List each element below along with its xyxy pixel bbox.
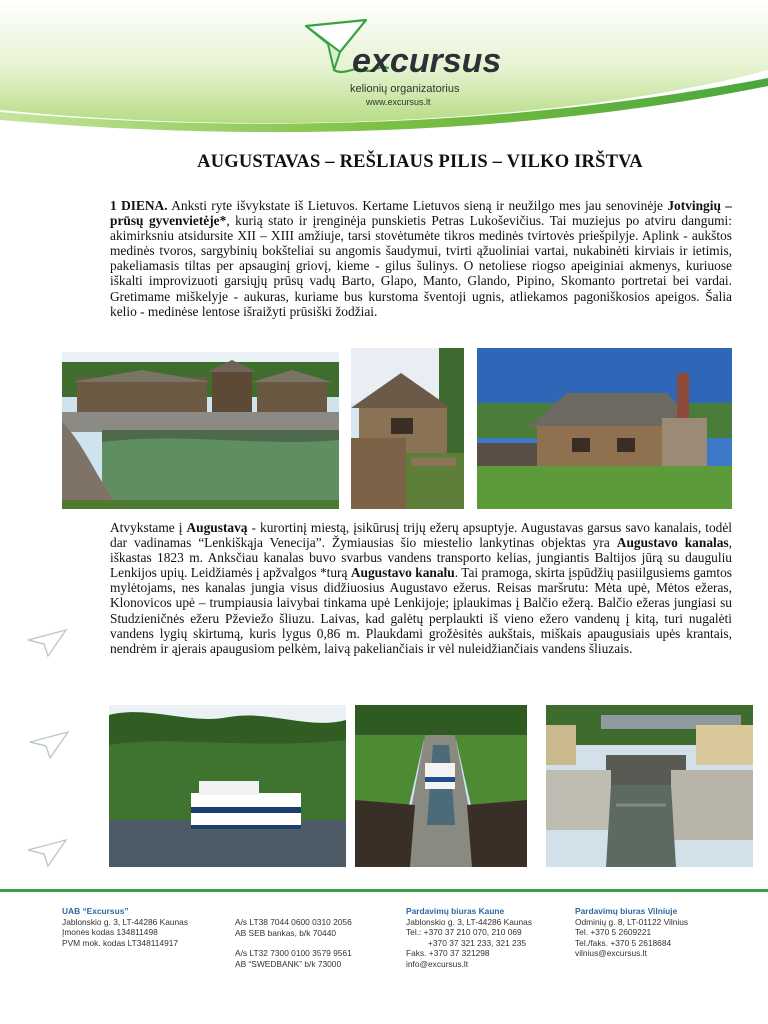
footer-bank-accounts (235, 917, 352, 969)
augustavas-paragraph (110, 520, 732, 656)
augustavas-highlight-3: Augustavo kanalu (350, 565, 455, 581)
day1-text-2: , kurią stato ir įrenginėja punskietis Petras Lukoševičius. Tai muziejus po atviru dangumi: akimirksniu atsidursite XII – XIII amžiuje, tarsi stovėtumėte tikros medinės tvirtovės priešpilyje. Aplink - aukštos medinės tvoros, sargybinių bokšteliai su angomis šaudymui, tvirti ąžuoliniai vartai, nukabinėti kirviais ir ietimis, pakeliamasis tiltas per apsauginį griovį, kieme - gilus šulinys. O netoliese riogso apeiginiai akmenys, kuriuose iškalti improvizuoti garsiųjų prūsų vadų Barto, Glapo, Manto, Glando, Pipino, Skomanto portretai bei vardai. Gretimame miškelyje - aukuras, kuriame bus kurstoma šventoji ugnis, atliekamos pagoniškosios apeigos. Šalia kelio - medinėse lentose išraižyti prūsiški žodžiai. (110, 213, 732, 319)
footer-bank-seb-account: A/s LT38 7044 0600 0310 2056 (235, 917, 352, 927)
augustavas-text-1: Atvykstame į (110, 520, 187, 535)
photo-lock-gates (546, 705, 753, 867)
page-title: AUGUSTAVAS – REŠLIAUS PILIS – VILKO IRŠTVA (197, 152, 643, 172)
footer-company-name: UAB “Excursus” (62, 906, 129, 916)
day1-text-1: Anksti ryte išvykstate iš Lietuvos. Kertame Lietuvos sieną ir neužilgo mes jau senovinėje (167, 198, 668, 213)
day1-highlight: Jotvingių – prūsų gyvenvietėje* (110, 198, 732, 229)
augustavas-highlight-1: Augustavą (186, 520, 248, 535)
augustavas-highlight-2: Augustavo kanalas (616, 535, 729, 551)
footer-office-vilnius (575, 906, 688, 959)
photo-canal-lock (355, 705, 527, 867)
footer-kaunas-address: Jablonskio g. 3, LT-44286 Kaunas (406, 916, 533, 927)
logo-wordmark: excursus (352, 42, 502, 80)
footer-office-kaunas (406, 906, 532, 970)
paper-plane-watermark-icon (26, 838, 68, 868)
footer-company (62, 906, 188, 948)
footer-kaunas-phone: Tel.: +370 37 210 070, 210 069 (406, 927, 522, 938)
footer-vilnius-heading: Pardavimų biuras Vilniuje (575, 906, 678, 916)
footer-kaunas-heading: Pardavimų biuras Kaune (406, 906, 505, 916)
footer-divider (0, 889, 768, 892)
paper-plane-watermark-icon (26, 628, 68, 658)
footer-kaunas-fax: Faks. +370 37 321298 (406, 948, 490, 959)
footer-kaunas-phone-2: +370 37 321 233, 321 235 (428, 937, 527, 948)
augustavas-text-4: . Tai pramoga, skirta įspūdžių pasiilgusiems gamtos mylėtojams, nes kanalas jungia visus didžiuosius Augustavo ežerus. Reisas maršrutu: Mėta upė, Mėtos ežeras, Klonovicos upė – trumpiausia laivybai tinkama upė Lenkijoje; įplaukimas į Balčio ežerą. Balčio ežeras jungiasi su Studzieničnės ežeru Pževiežo šliuzu. Laivas, kad galėtų perplaukti iš vieno ežero vandenų į kitą, turi nugalėti vandens lygių skirtumą, kuris lygus 0,86 m. Plaukdami grožėsitės aukštais, miškais apaugusiais upės krantais, nendrėm ir ąjerais apaugusiom pelkėm, laivą pakeliančiais ir vėl nuleidžiančiais vandens šliuzais. (110, 565, 732, 656)
footer-bank-seb-name: AB SEB bankas, b/k 70440 (235, 927, 337, 938)
paper-plane-watermark-icon (28, 730, 70, 760)
footer-vilnius-fax: Tel./faks. +370 5 2618684 (575, 937, 672, 948)
day1-paragraph (110, 198, 732, 319)
day-label: 1 DIENA. (110, 198, 168, 213)
photo-settlement-pond (62, 352, 339, 509)
photo-wooden-tower (351, 348, 464, 509)
footer-vilnius-phone: Tel. +370 5 2609221 (575, 927, 652, 938)
footer-bank-swedbank-name: AB “SWEDBANK” b/k 73000 (235, 958, 342, 969)
footer-bank-swedbank-account: A/s LT32 7300 0100 3579 9561 (235, 948, 352, 959)
augustavas-text-2: - kurortinį miestą, įsikūrusį trijų ežerų apsuptyje. Augustavas garsus savo kanalais, todėl dar vadinamas “Lenkiškąja Venecija”. Žymiausias šio miestelio lankytinas objektas yra (110, 520, 732, 551)
footer-vilnius-email[interactable]: vilnius@excursus.lt (575, 948, 647, 959)
footer-vilnius-address: Odminių g. 8, LT-01122 Vilnius (575, 916, 689, 927)
logo-website: www.excursus.lt (366, 97, 431, 107)
augustavas-text-3: , iškastas 1823 m. Anksčiau kanalas buvo svarbus vandens transporto kelias, jungiantis Baltijos jūrą su dauguliu Lenkijos upių. Leidžiamės į apžvalgos *turą (110, 535, 733, 581)
footer-company-vat: PVM mok. kodas LT348114917 (62, 937, 179, 948)
footer-company-address: Jablonskio g. 3, LT-44286 Kaunas (62, 916, 189, 927)
footer-company-code: Įmonės kodas 134811498 (62, 927, 158, 938)
photo-log-houses (477, 348, 732, 509)
footer-kaunas-email[interactable]: info@excursus.lt (406, 958, 469, 969)
photo-river-boat (109, 705, 346, 867)
logo-tagline: kelionių organizatorius (350, 83, 460, 95)
